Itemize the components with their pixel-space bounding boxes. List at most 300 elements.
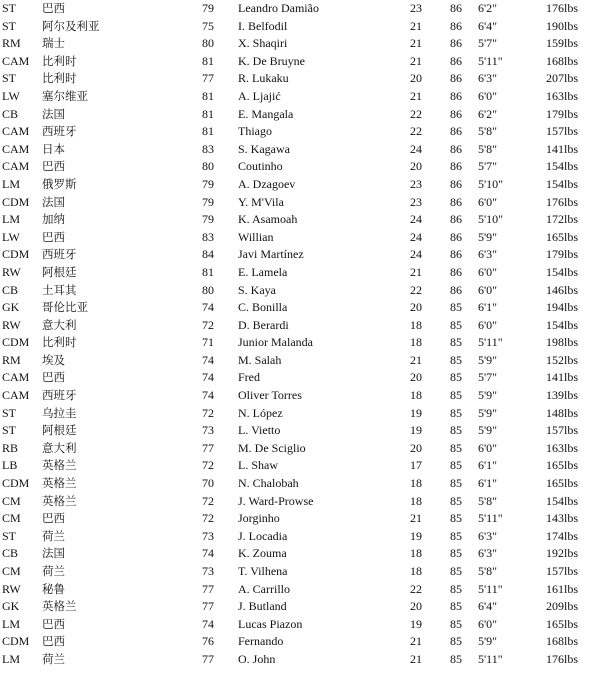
player-rating: 81 (202, 106, 214, 121)
player-position: LW (2, 88, 20, 103)
player-potential: 85 (450, 528, 462, 543)
player-name: J. Locadia (238, 528, 288, 543)
player-position: CAM (2, 370, 30, 385)
player-name: Jorginho (238, 511, 280, 526)
table-row (0, 616, 600, 634)
player-position: GK (2, 300, 20, 315)
player-rating: 73 (202, 564, 214, 578)
player-position: LB (2, 458, 18, 473)
player-height: 5'9" (478, 634, 498, 649)
table-row (0, 510, 600, 528)
player-age: 22 (410, 282, 422, 297)
player-position: ST (2, 18, 17, 33)
player-age: 18 (410, 388, 422, 403)
player-name: K. De Bruyne (238, 53, 305, 68)
player-weight: 154lbs (546, 317, 579, 332)
player-age: 21 (410, 511, 422, 526)
player-nationality: 俄罗斯 (42, 176, 77, 191)
player-position: RW (2, 264, 21, 279)
player-position: CM (2, 493, 21, 508)
player-name: J. Ward-Prowse (238, 493, 314, 508)
player-rating: 74 (202, 546, 214, 561)
player-height: 5'10" (478, 212, 504, 227)
player-rating: 71 (202, 335, 214, 350)
player-weight: 141lbs (546, 141, 579, 156)
player-age: 19 (410, 423, 422, 438)
player-rating: 74 (202, 352, 214, 367)
player-height: 6'0" (478, 317, 498, 332)
player-name: I. Belfodil (238, 18, 288, 33)
player-potential: 86 (450, 88, 462, 103)
player-potential: 85 (450, 300, 462, 315)
player-name: Willian (238, 229, 274, 244)
player-rating: 84 (202, 247, 214, 262)
player-name: N. López (238, 405, 283, 420)
player-potential: 85 (450, 317, 462, 332)
player-nationality: 意大利 (42, 440, 77, 455)
player-height: 5'9" (478, 405, 498, 420)
table-row (0, 229, 600, 247)
player-rating: 77 (202, 651, 214, 666)
player-nationality: 加纳 (42, 212, 65, 227)
player-potential: 85 (450, 634, 462, 649)
player-rating: 80 (202, 36, 214, 51)
player-name: E. Mangala (238, 106, 294, 121)
player-age: 24 (410, 212, 422, 227)
player-height: 6'1" (478, 300, 498, 315)
player-nationality: 哥伦比亚 (42, 300, 88, 315)
player-potential: 85 (450, 511, 462, 526)
player-name: Fernando (238, 634, 284, 649)
player-age: 22 (410, 581, 422, 596)
table-row (0, 211, 600, 229)
player-nationality: 比利时 (42, 53, 77, 68)
player-rating: 74 (202, 616, 214, 631)
player-rating: 72 (202, 317, 214, 332)
player-nationality: 法国 (42, 546, 65, 561)
player-rating: 77 (202, 71, 214, 86)
table-row (0, 88, 600, 106)
table-row (0, 70, 600, 88)
player-potential: 86 (450, 212, 462, 227)
player-weight: 163lbs (546, 440, 579, 455)
player-height: 5'8" (478, 493, 498, 508)
player-nationality: 英格兰 (42, 476, 77, 491)
player-name: X. Shaqiri (238, 36, 288, 51)
player-age: 21 (410, 264, 422, 279)
player-position: CAM (2, 141, 30, 156)
player-weight: 154lbs (546, 493, 579, 508)
table-row (0, 317, 600, 335)
player-nationality: 阿根廷 (42, 264, 77, 279)
player-potential: 86 (450, 36, 462, 51)
player-position: CDM (2, 335, 30, 350)
player-height: 5'8" (478, 141, 498, 156)
player-age: 18 (410, 493, 422, 508)
player-age: 21 (410, 36, 422, 51)
player-weight: 198lbs (546, 335, 579, 350)
player-height: 5'7" (478, 36, 498, 51)
player-potential: 86 (450, 176, 462, 191)
player-name: K. Asamoah (238, 212, 298, 227)
player-potential: 85 (450, 440, 462, 455)
player-potential: 85 (450, 651, 462, 666)
player-height: 5'9" (478, 352, 498, 367)
player-name: Y. M'Vila (238, 194, 284, 209)
player-potential: 86 (450, 141, 462, 156)
player-potential: 86 (450, 106, 462, 121)
player-nationality: 秘鲁 (42, 581, 65, 596)
player-weight: 152lbs (546, 352, 579, 367)
table-row (0, 53, 600, 71)
player-rating: 77 (202, 440, 214, 455)
player-name: Junior Malanda (238, 335, 313, 350)
player-weight: 165lbs (546, 229, 579, 244)
player-height: 5'11" (478, 511, 503, 526)
player-weight: 174lbs (546, 528, 579, 543)
player-rating: 72 (202, 458, 214, 473)
player-position: CAM (2, 388, 30, 403)
player-weight: 194lbs (546, 300, 579, 315)
player-height: 5'7" (478, 370, 498, 385)
player-height: 5'8" (478, 564, 498, 578)
player-height: 5'9" (478, 423, 498, 438)
player-potential: 86 (450, 229, 462, 244)
player-nationality: 英格兰 (42, 458, 77, 473)
player-height: 5'11" (478, 53, 503, 68)
table-row (0, 123, 600, 141)
player-name: Coutinho (238, 159, 283, 174)
player-weight: 143lbs (546, 511, 579, 526)
player-height: 6'2" (478, 1, 498, 15)
table-row (0, 352, 600, 370)
table-row (0, 457, 600, 475)
table-row (0, 141, 600, 159)
player-potential: 85 (450, 493, 462, 508)
player-potential: 85 (450, 335, 462, 350)
player-weight: 165lbs (546, 616, 579, 631)
player-age: 24 (410, 229, 422, 244)
player-nationality: 巴西 (42, 159, 65, 174)
player-rating: 74 (202, 388, 214, 403)
player-rating: 80 (202, 159, 214, 174)
player-rating: 75 (202, 18, 214, 33)
player-nationality: 瑞士 (42, 36, 65, 51)
player-nationality: 巴西 (42, 1, 65, 15)
player-name: Leandro Damião (238, 1, 319, 15)
player-name: M. Salah (238, 352, 282, 367)
player-potential: 85 (450, 564, 462, 578)
player-rating: 72 (202, 493, 214, 508)
player-age: 18 (410, 564, 422, 578)
player-height: 6'2" (478, 106, 498, 121)
player-name: A. Dzagoev (238, 176, 296, 191)
player-potential: 85 (450, 599, 462, 614)
table-row (0, 651, 600, 669)
player-potential: 85 (450, 616, 462, 631)
player-nationality: 巴西 (42, 511, 65, 526)
table-row (0, 598, 600, 616)
player-age: 24 (410, 141, 422, 156)
player-name: E. Lamela (238, 264, 288, 279)
player-name: M. De Sciglio (238, 440, 306, 455)
player-age: 21 (410, 18, 422, 33)
player-nationality: 法国 (42, 106, 65, 121)
table-row (0, 334, 600, 352)
player-nationality: 西班牙 (42, 124, 77, 139)
player-nationality: 西班牙 (42, 388, 77, 403)
player-name: T. Vilhena (238, 564, 288, 578)
player-weight: 157lbs (546, 423, 579, 438)
player-potential: 85 (450, 581, 462, 596)
player-name: A. Ljajić (238, 88, 281, 103)
player-name: J. Butland (238, 599, 287, 614)
player-age: 20 (410, 71, 422, 86)
player-age: 23 (410, 194, 422, 209)
player-potential: 85 (450, 388, 462, 403)
player-nationality: 比利时 (42, 335, 77, 350)
player-age: 22 (410, 124, 422, 139)
player-potential: 85 (450, 423, 462, 438)
player-height: 6'3" (478, 546, 498, 561)
player-name: D. Berardi (238, 317, 289, 332)
player-weight: 159lbs (546, 36, 579, 51)
player-nationality: 阿尔及利亚 (42, 18, 100, 33)
player-name: C. Bonilla (238, 300, 288, 315)
player-height: 6'0" (478, 282, 498, 297)
player-weight: 154lbs (546, 176, 579, 191)
player-height: 5'11" (478, 581, 503, 596)
player-nationality: 巴西 (42, 370, 65, 385)
player-weight: 161lbs (546, 581, 579, 596)
player-age: 21 (410, 88, 422, 103)
player-age: 17 (410, 458, 422, 473)
player-rating: 81 (202, 53, 214, 68)
table-row (0, 545, 600, 563)
player-weight: 146lbs (546, 282, 579, 297)
player-rating: 81 (202, 264, 214, 279)
player-age: 19 (410, 616, 422, 631)
table-row (0, 369, 600, 387)
player-height: 5'11" (478, 335, 503, 350)
player-weight: 163lbs (546, 88, 579, 103)
player-position: CAM (2, 159, 30, 174)
player-position: RW (2, 581, 21, 596)
player-nationality: 意大利 (42, 317, 77, 332)
player-position: CDM (2, 194, 30, 209)
player-name: S. Kaya (238, 282, 276, 297)
table-row (0, 194, 600, 212)
player-height: 6'0" (478, 440, 498, 455)
player-height: 6'1" (478, 458, 498, 473)
table-row (0, 176, 600, 194)
player-name: N. Chalobah (238, 476, 299, 491)
player-position: CB (2, 546, 19, 561)
player-potential: 85 (450, 458, 462, 473)
player-rating: 74 (202, 370, 214, 385)
player-age: 20 (410, 440, 422, 455)
player-age: 21 (410, 651, 422, 666)
player-position: CDM (2, 634, 30, 649)
player-rating: 83 (202, 141, 214, 156)
player-position: CM (2, 511, 21, 526)
player-rating: 73 (202, 528, 214, 543)
player-position: ST (2, 528, 17, 543)
table-row (0, 282, 600, 300)
player-potential: 86 (450, 194, 462, 209)
player-rating: 79 (202, 194, 214, 209)
player-rating: 73 (202, 423, 214, 438)
player-name: K. Zouma (238, 546, 287, 561)
player-weight: 209lbs (546, 599, 579, 614)
player-height: 5'10" (478, 176, 504, 191)
player-height: 5'9" (478, 388, 498, 403)
player-rating: 79 (202, 212, 214, 227)
player-height: 6'4" (478, 599, 498, 614)
player-nationality: 埃及 (42, 352, 65, 367)
player-position: LM (2, 651, 20, 666)
player-height: 5'9" (478, 229, 498, 244)
player-position: ST (2, 1, 17, 15)
player-potential: 86 (450, 18, 462, 33)
player-position: RW (2, 317, 21, 332)
player-weight: 157lbs (546, 124, 579, 139)
player-rating: 81 (202, 124, 214, 139)
player-height: 6'0" (478, 194, 498, 209)
player-name: O. John (238, 651, 276, 666)
player-potential: 86 (450, 124, 462, 139)
table-row (0, 387, 600, 405)
player-position: CDM (2, 476, 30, 491)
player-rating: 72 (202, 511, 214, 526)
player-height: 5'11" (478, 651, 503, 666)
table-row (0, 493, 600, 511)
player-nationality: 英格兰 (42, 493, 77, 508)
player-position: LM (2, 176, 20, 191)
table-row (0, 264, 600, 282)
player-name: S. Kagawa (238, 141, 290, 156)
player-weight: 168lbs (546, 53, 579, 68)
player-age: 18 (410, 546, 422, 561)
player-nationality: 荷兰 (42, 564, 65, 578)
player-potential: 86 (450, 159, 462, 174)
table-row (0, 158, 600, 176)
player-weight: 154lbs (546, 159, 579, 174)
player-weight: 179lbs (546, 106, 579, 121)
player-weight: 179lbs (546, 247, 579, 262)
player-weight: 176lbs (546, 651, 579, 666)
player-potential: 85 (450, 405, 462, 420)
player-weight: 165lbs (546, 476, 579, 491)
table-row (0, 246, 600, 264)
player-position: CB (2, 106, 19, 121)
player-position: RM (2, 352, 21, 367)
player-potential: 86 (450, 247, 462, 262)
player-position: CB (2, 282, 19, 297)
table-row (0, 563, 600, 581)
player-position: CAM (2, 53, 30, 68)
player-age: 18 (410, 317, 422, 332)
player-position: GK (2, 599, 20, 614)
player-position: CAM (2, 124, 30, 139)
player-position: RB (2, 440, 19, 455)
player-weight: 207lbs (546, 71, 579, 86)
player-weight: 154lbs (546, 264, 579, 279)
player-age: 20 (410, 300, 422, 315)
table-row (0, 581, 600, 599)
table-row (0, 0, 600, 18)
player-age: 18 (410, 476, 422, 491)
table-row (0, 106, 600, 124)
table-row (0, 18, 600, 36)
player-nationality: 英格兰 (42, 599, 77, 614)
player-height: 6'0" (478, 88, 498, 103)
player-rating: 79 (202, 1, 214, 15)
player-age: 20 (410, 599, 422, 614)
table-row (0, 405, 600, 423)
player-position: ST (2, 71, 17, 86)
player-rating: 83 (202, 229, 214, 244)
player-potential: 85 (450, 476, 462, 491)
player-potential: 86 (450, 71, 462, 86)
table-row (0, 35, 600, 53)
player-rating: 70 (202, 476, 214, 491)
player-weight: 192lbs (546, 546, 579, 561)
table-row (0, 633, 600, 651)
player-height: 6'4" (478, 18, 498, 33)
player-potential: 86 (450, 53, 462, 68)
player-position: ST (2, 423, 17, 438)
player-potential: 86 (450, 264, 462, 279)
player-nationality: 巴西 (42, 616, 65, 631)
player-height: 6'0" (478, 264, 498, 279)
player-nationality: 法国 (42, 194, 65, 209)
player-age: 20 (410, 370, 422, 385)
player-weight: 157lbs (546, 564, 579, 578)
player-nationality: 巴西 (42, 634, 65, 649)
player-rating: 81 (202, 88, 214, 103)
player-nationality: 荷兰 (42, 528, 65, 543)
player-name: Oliver Torres (238, 388, 302, 403)
player-height: 6'3" (478, 71, 498, 86)
player-age: 23 (410, 176, 422, 191)
player-name: R. Lukaku (238, 71, 289, 86)
player-potential: 85 (450, 370, 462, 385)
player-age: 22 (410, 106, 422, 121)
player-position: CDM (2, 247, 30, 262)
player-name: Lucas Piazon (238, 616, 303, 631)
player-rating: 74 (202, 300, 214, 315)
table-row (0, 528, 600, 546)
player-weight: 165lbs (546, 458, 579, 473)
player-age: 21 (410, 352, 422, 367)
player-age: 18 (410, 335, 422, 350)
table-row (0, 299, 600, 317)
player-nationality: 乌拉圭 (42, 405, 77, 420)
player-rating: 77 (202, 599, 214, 614)
player-weight: 190lbs (546, 18, 579, 33)
player-potential: 85 (450, 546, 462, 561)
table-row (0, 475, 600, 493)
player-rating: 77 (202, 581, 214, 596)
player-weight: 141lbs (546, 370, 579, 385)
player-potential: 85 (450, 352, 462, 367)
player-rating: 80 (202, 282, 214, 297)
player-weight: 172lbs (546, 212, 579, 227)
player-age: 20 (410, 159, 422, 174)
player-weight: 139lbs (546, 388, 579, 403)
player-weight: 168lbs (546, 634, 579, 649)
